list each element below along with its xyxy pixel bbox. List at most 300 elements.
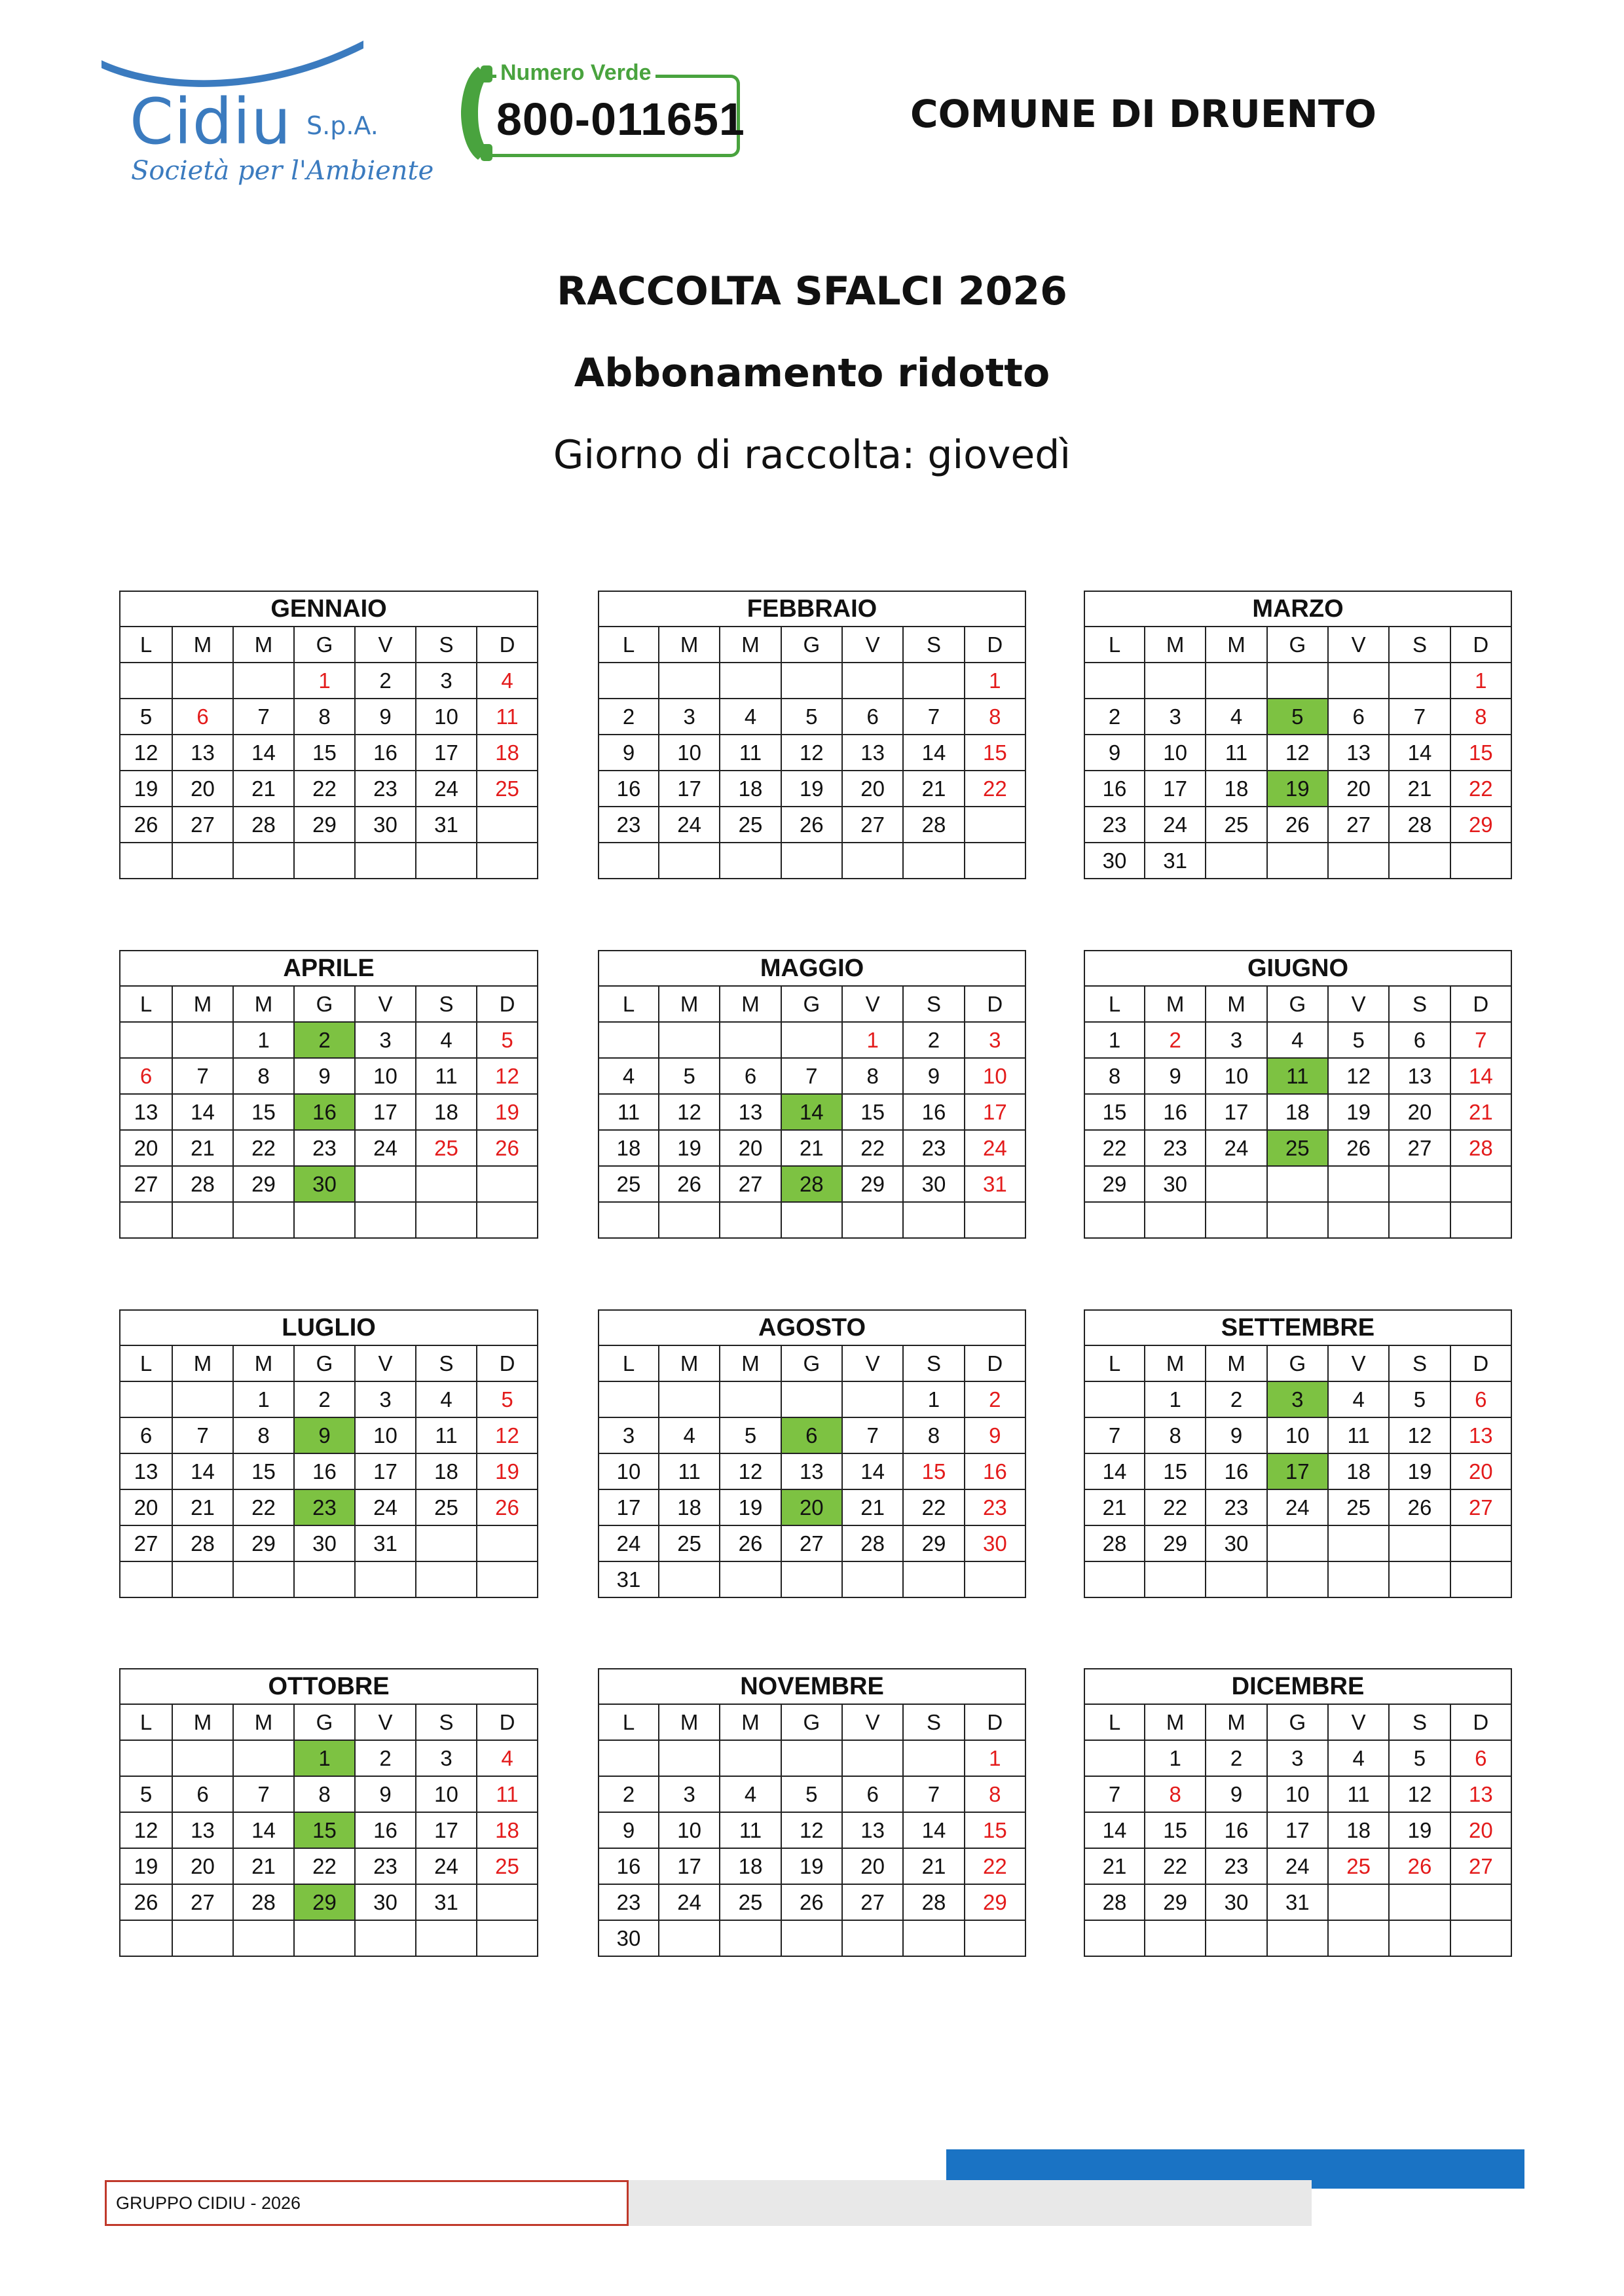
empty-cell — [233, 843, 294, 879]
day-cell: 16 — [355, 735, 416, 771]
day-cell: 11 — [477, 1776, 538, 1812]
day-cell: 4 — [416, 1381, 477, 1417]
day-cell: 15 — [903, 1453, 964, 1489]
empty-cell — [1084, 663, 1145, 699]
empty-cell — [781, 1740, 842, 1776]
day-cell: 21 — [1450, 1094, 1511, 1130]
weekday-label: V — [355, 627, 416, 663]
day-cell: 19 — [781, 1848, 842, 1884]
day-cell: 9 — [903, 1058, 964, 1094]
day-cell: 16 — [1084, 771, 1145, 807]
weekday-label: L — [1084, 1704, 1145, 1740]
logo-tagline: Società per l'Ambiente — [131, 156, 434, 186]
week-row — [120, 699, 538, 735]
week-row — [1084, 735, 1511, 771]
week-row — [1084, 1848, 1511, 1884]
empty-cell — [1267, 1920, 1328, 1956]
day-cell: 16 — [294, 1453, 355, 1489]
day-cell: 25 — [477, 1848, 538, 1884]
day-cell: 15 — [233, 1453, 294, 1489]
empty-cell — [1328, 1884, 1389, 1920]
day-cell: 21 — [903, 1848, 964, 1884]
month-calendar-settembre — [1084, 1309, 1512, 1598]
empty-cell — [842, 1202, 903, 1238]
empty-cell — [1145, 663, 1206, 699]
day-cell: 13 — [120, 1094, 172, 1130]
day-cell: 23 — [355, 1848, 416, 1884]
day-cell: 5 — [1389, 1381, 1450, 1417]
empty-cell — [172, 1561, 233, 1597]
day-cell: 15 — [1145, 1453, 1206, 1489]
week-row — [1084, 807, 1511, 843]
week-row — [120, 1489, 538, 1525]
day-cell: 14 — [1450, 1058, 1511, 1094]
day-cell: 18 — [599, 1130, 659, 1166]
weekday-label: S — [903, 986, 964, 1022]
day-cell: 17 — [1267, 1812, 1328, 1848]
day-cell: 11 — [416, 1058, 477, 1094]
week-row — [599, 1812, 1025, 1848]
day-cell: 22 — [233, 1489, 294, 1525]
empty-cell — [1389, 1202, 1450, 1238]
day-cell: 4 — [659, 1417, 720, 1453]
empty-cell — [1450, 1166, 1511, 1202]
day-cell: 12 — [1389, 1417, 1450, 1453]
empty-cell — [477, 807, 538, 843]
day-cell: 19 — [477, 1094, 538, 1130]
day-cell: 26 — [781, 807, 842, 843]
empty-cell — [120, 1740, 172, 1776]
day-cell: 14 — [1389, 735, 1450, 771]
day-cell: 9 — [1206, 1776, 1266, 1812]
day-cell: 3 — [1206, 1022, 1266, 1058]
day-cell: 18 — [1328, 1453, 1389, 1489]
week-row — [599, 1489, 1025, 1525]
empty-cell — [1267, 1561, 1328, 1597]
day-cell: 22 — [1450, 771, 1511, 807]
empty-cell — [599, 1022, 659, 1058]
day-cell: 18 — [720, 771, 781, 807]
empty-cell — [720, 1202, 781, 1238]
collection-day-cell: 15 — [294, 1812, 355, 1848]
month-name: NOVEMBRE — [599, 1669, 1025, 1704]
day-cell: 27 — [172, 807, 233, 843]
empty-cell — [1084, 1202, 1145, 1238]
day-cell: 27 — [720, 1166, 781, 1202]
day-cell: 1 — [1084, 1022, 1145, 1058]
day-cell: 26 — [477, 1130, 538, 1166]
day-cell: 19 — [1389, 1453, 1450, 1489]
day-cell: 14 — [233, 1812, 294, 1848]
month-name: FEBBRAIO — [599, 591, 1025, 627]
day-cell: 4 — [720, 699, 781, 735]
empty-cell — [416, 1525, 477, 1561]
day-cell: 15 — [1084, 1094, 1145, 1130]
day-cell: 10 — [1206, 1058, 1266, 1094]
week-row — [599, 1094, 1025, 1130]
day-cell: 24 — [1145, 807, 1206, 843]
weekday-label: S — [903, 1345, 964, 1381]
day-cell: 14 — [842, 1453, 903, 1489]
week-row — [599, 1740, 1025, 1776]
day-cell: 2 — [294, 1381, 355, 1417]
day-cell: 8 — [965, 1776, 1025, 1812]
day-cell: 21 — [903, 771, 964, 807]
day-cell: 13 — [172, 735, 233, 771]
empty-cell — [1267, 663, 1328, 699]
day-cell: 24 — [1206, 1130, 1266, 1166]
day-cell: 21 — [1084, 1848, 1145, 1884]
logo-name: Cidiu — [130, 85, 292, 158]
week-row — [599, 1848, 1025, 1884]
empty-cell — [233, 663, 294, 699]
week-row — [120, 1417, 538, 1453]
week-row — [1084, 1166, 1511, 1202]
empty-cell — [172, 663, 233, 699]
empty-cell — [477, 1202, 538, 1238]
weekday-label: M — [1206, 1704, 1266, 1740]
day-cell: 28 — [172, 1525, 233, 1561]
empty-cell — [599, 1202, 659, 1238]
empty-cell — [416, 1166, 477, 1202]
day-cell: 16 — [1206, 1812, 1266, 1848]
empty-cell — [1206, 843, 1266, 879]
day-cell: 8 — [842, 1058, 903, 1094]
month-name: GENNAIO — [120, 591, 538, 627]
collection-day-cell: 30 — [294, 1166, 355, 1202]
empty-cell — [965, 843, 1025, 879]
empty-cell — [720, 1381, 781, 1417]
day-cell: 6 — [720, 1058, 781, 1094]
week-row — [120, 1166, 538, 1202]
day-cell: 4 — [1206, 699, 1266, 735]
collection-day-cell: 25 — [1267, 1130, 1328, 1166]
weekday-label: M — [720, 627, 781, 663]
week-row — [120, 1561, 538, 1597]
day-cell: 12 — [120, 735, 172, 771]
weekday-label: D — [1450, 1345, 1511, 1381]
day-cell: 8 — [1145, 1417, 1206, 1453]
day-cell: 13 — [1328, 735, 1389, 771]
weekday-label: S — [1389, 1345, 1450, 1381]
day-cell: 1 — [842, 1022, 903, 1058]
day-cell: 20 — [172, 1848, 233, 1884]
collection-day: Giorno di raccolta: giovedì — [553, 432, 1071, 478]
empty-cell — [1328, 1166, 1389, 1202]
week-row — [599, 1022, 1025, 1058]
day-cell: 22 — [294, 771, 355, 807]
day-cell: 20 — [120, 1489, 172, 1525]
empty-cell — [1328, 1525, 1389, 1561]
month-name: APRILE — [120, 951, 538, 986]
weekday-label: V — [355, 1704, 416, 1740]
weekday-label: M — [720, 1345, 781, 1381]
week-row — [599, 663, 1025, 699]
empty-cell — [659, 1022, 720, 1058]
day-cell: 25 — [720, 1884, 781, 1920]
weekday-label: G — [781, 1345, 842, 1381]
empty-cell — [120, 663, 172, 699]
empty-cell — [965, 807, 1025, 843]
day-cell: 26 — [720, 1525, 781, 1561]
day-cell: 17 — [659, 1848, 720, 1884]
day-cell: 6 — [172, 1776, 233, 1812]
day-cell: 24 — [416, 771, 477, 807]
day-cell: 23 — [294, 1130, 355, 1166]
empty-cell — [416, 843, 477, 879]
day-cell: 18 — [1206, 771, 1266, 807]
day-cell: 25 — [1328, 1489, 1389, 1525]
day-cell: 18 — [416, 1453, 477, 1489]
day-cell: 26 — [1267, 807, 1328, 843]
day-cell: 31 — [1267, 1884, 1328, 1920]
empty-cell — [781, 1381, 842, 1417]
weekday-label: V — [842, 986, 903, 1022]
day-cell: 25 — [1328, 1848, 1389, 1884]
day-cell: 18 — [720, 1848, 781, 1884]
weekday-label: L — [120, 986, 172, 1022]
day-cell: 5 — [1389, 1740, 1450, 1776]
empty-cell — [903, 843, 964, 879]
week-row — [1084, 1489, 1511, 1525]
week-row — [1084, 1417, 1511, 1453]
day-cell: 24 — [659, 807, 720, 843]
day-cell: 5 — [1328, 1022, 1389, 1058]
empty-cell — [1145, 1561, 1206, 1597]
day-cell: 7 — [1084, 1776, 1145, 1812]
empty-cell — [781, 1202, 842, 1238]
day-cell: 15 — [842, 1094, 903, 1130]
empty-cell — [1084, 1561, 1145, 1597]
day-cell: 20 — [1450, 1453, 1511, 1489]
weekday-label: M — [659, 986, 720, 1022]
empty-cell — [1145, 1202, 1206, 1238]
weekday-label: L — [599, 1704, 659, 1740]
day-cell: 8 — [294, 1776, 355, 1812]
week-row — [120, 1884, 538, 1920]
weekday-label: M — [233, 1345, 294, 1381]
day-cell: 17 — [659, 771, 720, 807]
day-cell: 17 — [1206, 1094, 1266, 1130]
empty-cell — [172, 1381, 233, 1417]
day-cell: 29 — [842, 1166, 903, 1202]
day-cell: 1 — [1450, 663, 1511, 699]
day-cell: 7 — [172, 1058, 233, 1094]
day-cell: 10 — [1267, 1776, 1328, 1812]
day-cell: 4 — [1267, 1022, 1328, 1058]
collection-day-cell: 6 — [781, 1417, 842, 1453]
month-name: OTTOBRE — [120, 1669, 538, 1704]
week-row — [1084, 1740, 1511, 1776]
day-cell: 6 — [842, 699, 903, 735]
day-cell: 20 — [842, 1848, 903, 1884]
day-cell: 31 — [599, 1561, 659, 1597]
day-cell: 18 — [416, 1094, 477, 1130]
numero-verde-label: Numero Verde — [496, 60, 655, 86]
month-calendar-giugno — [1084, 950, 1512, 1239]
week-row — [599, 1884, 1025, 1920]
month-calendar-agosto — [598, 1309, 1026, 1598]
day-cell: 18 — [477, 735, 538, 771]
empty-cell — [599, 1740, 659, 1776]
empty-cell — [842, 1920, 903, 1956]
day-cell: 6 — [172, 699, 233, 735]
day-cell: 3 — [416, 1740, 477, 1776]
day-cell: 9 — [1145, 1058, 1206, 1094]
day-cell: 26 — [1389, 1489, 1450, 1525]
day-cell: 25 — [416, 1130, 477, 1166]
day-cell: 16 — [355, 1812, 416, 1848]
day-cell: 25 — [599, 1166, 659, 1202]
empty-cell — [599, 1381, 659, 1417]
day-cell: 23 — [1084, 807, 1145, 843]
week-row — [1084, 1812, 1511, 1848]
day-cell: 28 — [1084, 1525, 1145, 1561]
day-cell: 6 — [120, 1058, 172, 1094]
day-cell: 3 — [965, 1022, 1025, 1058]
day-cell: 4 — [477, 1740, 538, 1776]
day-cell: 15 — [965, 1812, 1025, 1848]
day-cell: 29 — [233, 1525, 294, 1561]
weekday-label: M — [1206, 986, 1266, 1022]
weekday-label: L — [120, 1345, 172, 1381]
week-row — [1084, 663, 1511, 699]
week-row — [1084, 1058, 1511, 1094]
weekday-label: S — [416, 627, 477, 663]
day-cell: 15 — [1450, 735, 1511, 771]
day-cell: 27 — [1389, 1130, 1450, 1166]
empty-cell — [1328, 843, 1389, 879]
weekday-label: M — [1206, 1345, 1266, 1381]
day-cell: 16 — [903, 1094, 964, 1130]
month-calendar-luglio — [119, 1309, 538, 1598]
day-cell: 3 — [355, 1022, 416, 1058]
day-cell: 30 — [965, 1525, 1025, 1561]
weekday-label: G — [1267, 986, 1328, 1022]
day-cell: 8 — [233, 1417, 294, 1453]
month-calendar-marzo — [1084, 591, 1512, 879]
day-cell: 19 — [781, 771, 842, 807]
week-row — [120, 843, 538, 879]
empty-cell — [1450, 1202, 1511, 1238]
weekday-label: G — [294, 627, 355, 663]
day-cell: 25 — [720, 807, 781, 843]
month-calendar-maggio — [598, 950, 1026, 1239]
empty-cell — [233, 1920, 294, 1956]
day-cell: 24 — [416, 1848, 477, 1884]
week-row — [120, 1525, 538, 1561]
empty-cell — [1328, 1561, 1389, 1597]
week-row — [599, 807, 1025, 843]
weekday-label: D — [965, 1704, 1025, 1740]
empty-cell — [477, 1166, 538, 1202]
day-cell: 30 — [903, 1166, 964, 1202]
day-cell: 27 — [120, 1166, 172, 1202]
week-row — [120, 735, 538, 771]
weekday-label: V — [842, 627, 903, 663]
day-cell: 23 — [965, 1489, 1025, 1525]
day-cell: 28 — [1389, 807, 1450, 843]
empty-cell — [172, 1202, 233, 1238]
day-cell: 24 — [1267, 1489, 1328, 1525]
weekday-label: D — [965, 1345, 1025, 1381]
empty-cell — [659, 1561, 720, 1597]
day-cell: 23 — [903, 1130, 964, 1166]
day-cell: 12 — [1328, 1058, 1389, 1094]
month-calendar-gennaio — [119, 591, 538, 879]
empty-cell — [1389, 843, 1450, 879]
weekday-label: S — [903, 627, 964, 663]
weekday-label: M — [659, 1345, 720, 1381]
day-cell: 20 — [1389, 1094, 1450, 1130]
empty-cell — [1389, 663, 1450, 699]
day-cell: 4 — [416, 1022, 477, 1058]
day-cell: 10 — [965, 1058, 1025, 1094]
weekday-label: G — [294, 1704, 355, 1740]
day-cell: 10 — [416, 699, 477, 735]
empty-cell — [842, 843, 903, 879]
empty-cell — [416, 1920, 477, 1956]
weekday-label: G — [781, 986, 842, 1022]
empty-cell — [720, 1022, 781, 1058]
day-cell: 9 — [1206, 1417, 1266, 1453]
month-calendar-dicembre — [1084, 1668, 1512, 1957]
day-cell: 13 — [1450, 1417, 1511, 1453]
day-cell: 11 — [1206, 735, 1266, 771]
day-cell: 26 — [1389, 1848, 1450, 1884]
empty-cell — [120, 1022, 172, 1058]
empty-cell — [172, 1022, 233, 1058]
empty-cell — [477, 1884, 538, 1920]
weekday-label: M — [1206, 627, 1266, 663]
day-cell: 17 — [355, 1453, 416, 1489]
weekday-label: L — [120, 1704, 172, 1740]
day-cell: 29 — [233, 1166, 294, 1202]
day-cell: 2 — [599, 699, 659, 735]
day-cell: 15 — [233, 1094, 294, 1130]
day-cell: 3 — [659, 1776, 720, 1812]
empty-cell — [1328, 1920, 1389, 1956]
day-cell: 17 — [416, 1812, 477, 1848]
week-row — [1084, 1202, 1511, 1238]
weekday-label: M — [1145, 627, 1206, 663]
day-cell: 10 — [599, 1453, 659, 1489]
month-calendar-novembre — [598, 1668, 1026, 1957]
week-row — [120, 1740, 538, 1776]
day-cell: 2 — [355, 663, 416, 699]
day-cell: 29 — [1145, 1525, 1206, 1561]
day-cell: 26 — [477, 1489, 538, 1525]
day-cell: 14 — [172, 1094, 233, 1130]
day-cell: 12 — [659, 1094, 720, 1130]
collection-day-cell: 20 — [781, 1489, 842, 1525]
empty-cell — [1450, 843, 1511, 879]
weekday-label: G — [294, 1345, 355, 1381]
page-subtitle: Abbonamento ridotto — [574, 350, 1050, 396]
day-cell: 19 — [659, 1130, 720, 1166]
day-cell: 10 — [416, 1776, 477, 1812]
day-cell: 24 — [355, 1489, 416, 1525]
day-cell: 21 — [172, 1130, 233, 1166]
empty-cell — [720, 1561, 781, 1597]
day-cell: 28 — [233, 807, 294, 843]
day-cell: 1 — [1145, 1740, 1206, 1776]
empty-cell — [1206, 1561, 1266, 1597]
day-cell: 27 — [842, 807, 903, 843]
day-cell: 30 — [355, 807, 416, 843]
empty-cell — [294, 1202, 355, 1238]
day-cell: 15 — [294, 735, 355, 771]
